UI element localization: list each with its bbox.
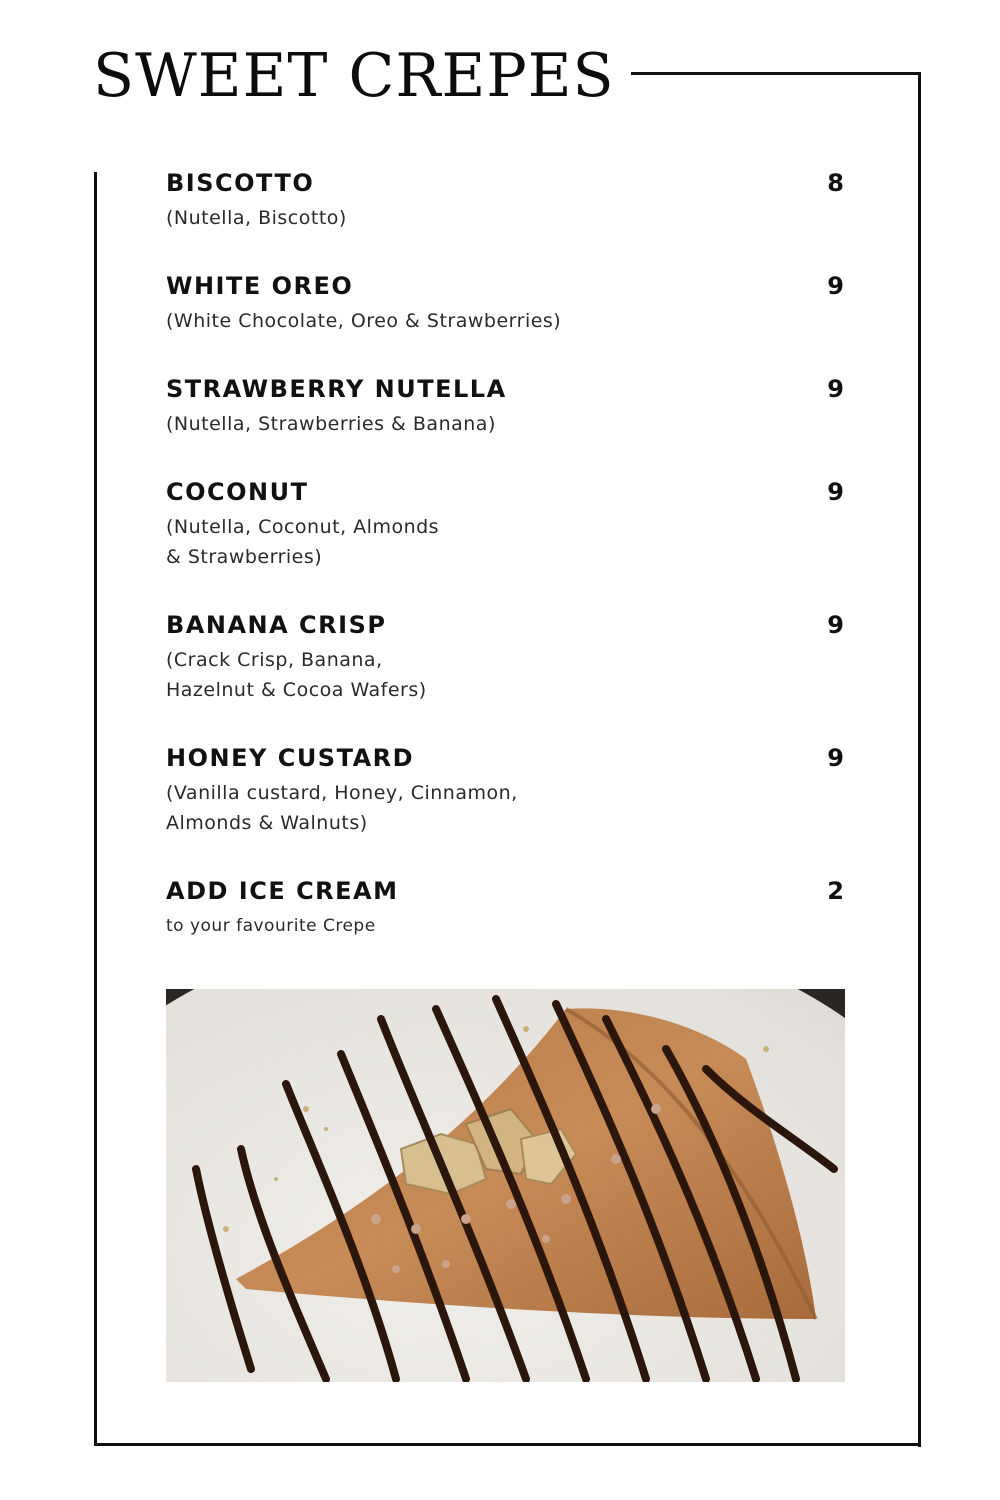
frame-top-line	[631, 72, 921, 75]
menu-item-list	[166, 168, 846, 979]
menu-item-description-line: (White Chocolate, Oreo & Strawberries)	[166, 310, 562, 332]
menu-item-description	[166, 778, 846, 838]
menu-item	[166, 168, 846, 233]
menu-item-name: HONEY CUSTARD	[166, 744, 415, 772]
menu-item-description-line: (Crack Crisp, Banana,	[166, 649, 383, 671]
menu-item-description-line: Hazelnut & Cocoa Wafers)	[166, 679, 427, 701]
menu-item-description	[166, 306, 846, 336]
menu-title: SWEET CREPES	[93, 41, 615, 111]
menu-item-description	[166, 645, 846, 705]
menu-item-description-line: to your favourite Crepe	[166, 916, 376, 936]
menu-item-description-line: (Nutella, Strawberries & Banana)	[166, 413, 496, 435]
frame-bottom-line	[94, 1443, 921, 1446]
menu-item-price: 9	[827, 744, 844, 772]
menu-item	[166, 743, 846, 838]
menu-item	[166, 374, 846, 439]
menu-item-price: 8	[827, 169, 844, 197]
menu-item-description-line: (Nutella, Coconut, Almonds	[166, 516, 440, 538]
menu-item-price: 9	[827, 272, 844, 300]
menu-item-name: BISCOTTO	[166, 169, 315, 197]
menu-item-description-line: Almonds & Walnuts)	[166, 812, 368, 834]
menu-item-name: WHITE OREO	[166, 272, 354, 300]
crepe-photo	[166, 989, 845, 1382]
menu-item-name: ADD ICE CREAM	[166, 877, 399, 905]
menu-item	[166, 876, 846, 941]
menu-item-price: 2	[827, 877, 844, 905]
menu-item-name: STRAWBERRY NUTELLA	[166, 375, 507, 403]
menu-item-description-line: (Nutella, Biscotto)	[166, 207, 347, 229]
menu-item-price: 9	[827, 611, 844, 639]
menu-item-description	[166, 512, 846, 572]
frame-left-line	[94, 172, 97, 1446]
menu-item-name: BANANA CRISP	[166, 611, 387, 639]
menu-item-name: COCONUT	[166, 478, 309, 506]
menu-item	[166, 271, 846, 336]
menu-item-description	[166, 409, 846, 439]
frame-right-line	[918, 72, 921, 1447]
menu-item-description-line: (Vanilla custard, Honey, Cinnamon,	[166, 782, 518, 804]
menu-item	[166, 477, 846, 572]
menu-item-price: 9	[827, 375, 844, 403]
crepe-photo-icon	[166, 989, 845, 1382]
menu-item-price: 9	[827, 478, 844, 506]
menu-item-description	[166, 911, 846, 941]
menu-item-description	[166, 203, 846, 233]
menu-item	[166, 610, 846, 705]
menu-item-description-line: & Strawberries)	[166, 546, 323, 568]
